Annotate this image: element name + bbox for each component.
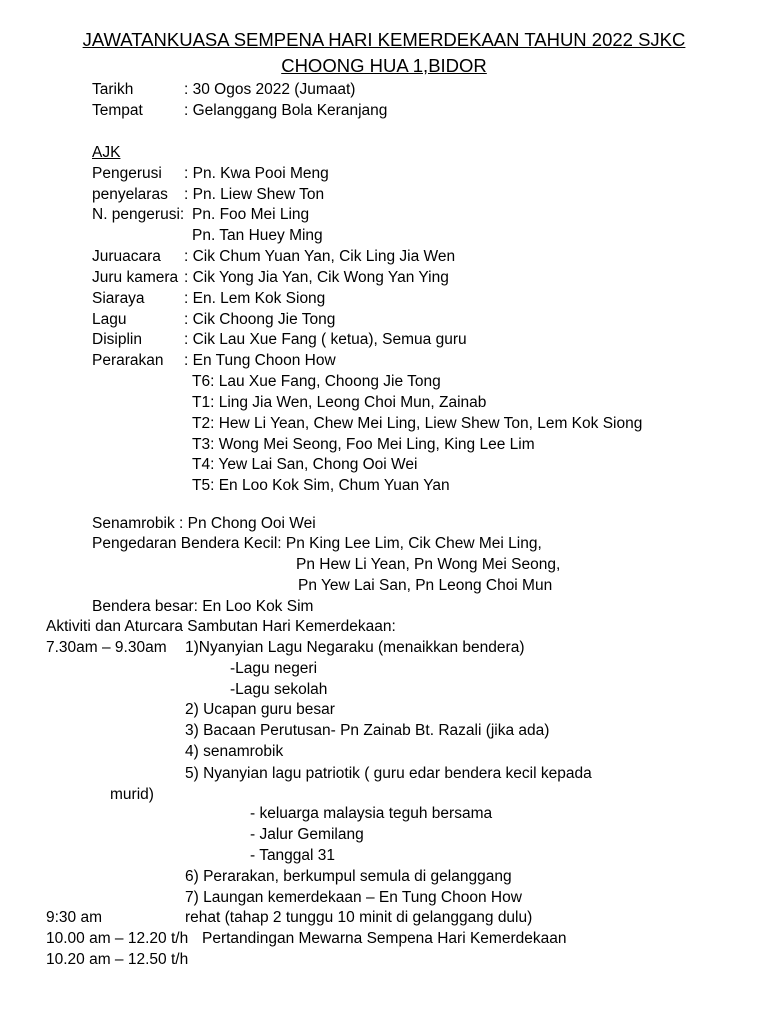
ajk-label: Lagu [92,311,127,328]
perarakan-group: T4: Yew Lai San, Chong Ooi Wei [192,456,418,473]
schedule-item: Pertandingan Mewarna Sempena Hari Kemerdekaan [202,930,567,947]
document-title-line2: CHOONG HUA 1,BIDOR [281,55,487,76]
aktiviti-heading: Aktiviti dan Aturcara Sambutan Hari Kemerdekaan: [46,618,396,635]
ajk-value: : Cik Chum Yuan Yan, Cik Ling Jia Wen [184,248,456,265]
perarakan-group: T3: Wong Mei Seong, Foo Mei Ling, King Lee Lim [192,436,535,453]
ajk-value: : Pn. Liew Shew Ton [184,186,325,203]
schedule-item: 4) senamrobik [185,743,284,760]
info-value-tarikh: : 30 Ogos 2022 (Jumaat) [184,81,356,98]
schedule-song: - Tanggal 31 [250,847,336,864]
ajk-label: penyelaras [92,186,168,203]
ajk-label: Pengerusi [92,165,162,182]
ajk-value: Pn. Foo Mei Ling [192,206,310,223]
schedule-song: - keluarga malaysia teguh bersama [250,805,493,822]
schedule-time: 10.00 am – 12.20 t/h [46,930,189,947]
perarakan-group: T6: Lau Xue Fang, Choong Jie Tong [192,373,441,390]
bendera-kecil-line2: Pn Hew Li Yean, Pn Wong Mei Seong, [296,556,561,573]
schedule-item: 3) Bacaan Perutusan- Pn Zainab Bt. Razali (jika ada) [185,722,550,739]
senamrobik-line: Senamrobik : Pn Chong Ooi Wei [92,515,316,532]
ajk-value: : En. Lem Kok Siong [184,290,326,307]
perarakan-group: T1: Ling Jia Wen, Leong Choi Mun, Zainab [192,394,487,411]
info-label-tarikh: Tarikh [92,81,134,98]
ajk-label: Juru kamera [92,269,179,286]
ajk-heading: AJK [92,144,121,161]
schedule-subitem: -Lagu sekolah [230,681,328,698]
schedule-item: rehat (tahap 2 tunggu 10 minit di gelanggang dulu) [185,909,533,926]
ajk-value: : Cik Yong Jia Yan, Cik Wong Yan Ying [184,269,449,286]
bendera-besar-line: Bendera besar: En Loo Kok Sim [92,598,314,615]
schedule-item: 2) Ucapan guru besar [185,701,335,718]
schedule-song: - Jalur Gemilang [250,826,364,843]
bendera-kecil-line3: Pn Yew Lai San, Pn Leong Choi Mun [298,577,553,594]
ajk-value: : Pn. Kwa Pooi Meng [184,165,329,182]
bendera-kecil-line1: Pengedaran Bendera Kecil: Pn King Lee Lim, Cik Chew Mei Ling, [92,535,542,552]
info-value-tempat: : Gelanggang Bola Keranjang [184,102,388,119]
perarakan-group: T2: Hew Li Yean, Chew Mei Ling, Liew Shew Ton, Lem Kok Siong [192,415,643,432]
schedule-item: 6) Perarakan, berkumpul semula di gelanggang [185,868,512,885]
ajk-label: Disiplin [92,331,142,348]
schedule-item: 7) Laungan kemerdekaan – En Tung Choon How [185,889,522,906]
ajk-value: : Cik Choong Jie Tong [184,311,336,328]
ajk-value: : En Tung Choon How [184,352,336,369]
ajk-label: Siaraya [92,290,145,307]
ajk-label: N. pengerusi: [92,206,185,223]
schedule-time: 7.30am – 9.30am [46,639,167,656]
ajk-label: Perarakan [92,352,164,369]
schedule-time: 9:30 am [46,909,103,926]
ajk-label: Juruacara [92,248,161,265]
perarakan-group: T5: En Loo Kok Sim, Chum Yuan Yan [192,477,450,494]
schedule-subitem: -Lagu negeri [230,660,318,677]
ajk-value: : Cik Lau Xue Fang ( ketua), Semua guru [184,331,467,348]
schedule-item-continuation: murid) [110,786,154,803]
ajk-value: Pn. Tan Huey Ming [192,227,323,244]
schedule-item: 1)Nyanyian Lagu Negaraku (menaikkan bendera) [185,639,525,656]
schedule-item: 5) Nyanyian lagu patriotik ( guru edar bendera kecil kepada [185,765,592,782]
schedule-time: 10.20 am – 12.50 t/h [46,951,189,968]
document-title-line1: JAWATANKUASA SEMPENA HARI KEMERDEKAAN TAHUN 2022 SJKC [82,29,686,50]
info-label-tempat: Tempat [92,102,143,119]
